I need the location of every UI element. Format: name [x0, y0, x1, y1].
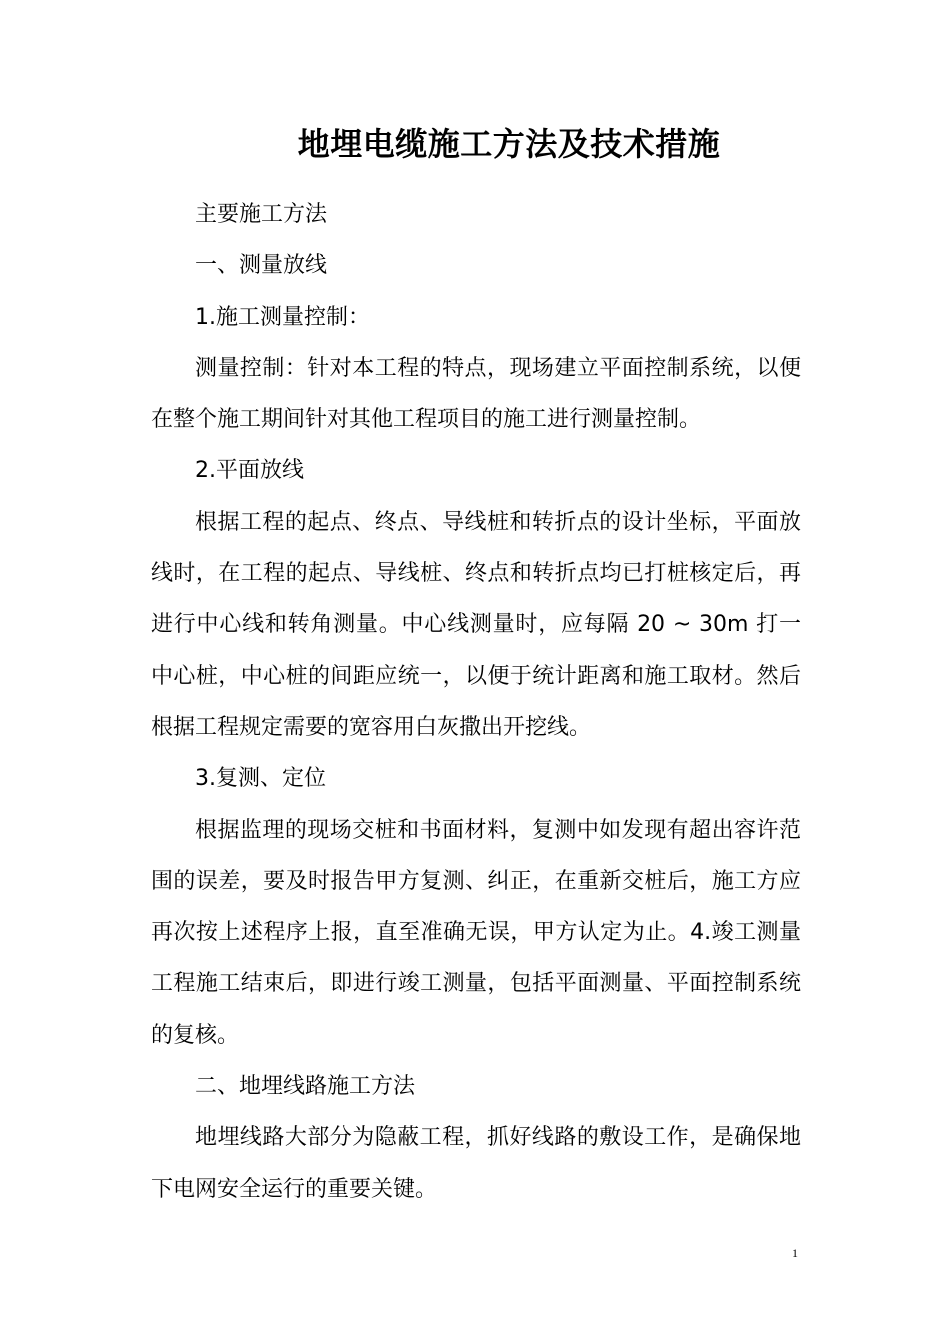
section-heading-main-methods: 主要施工方法 — [195, 202, 328, 227]
section-heading-survey: 一、测量放线 — [195, 253, 328, 279]
page-number: 1 — [792, 1246, 798, 1260]
paragraph-plane-layout: 根据工程的起点、终点、导线桩和转折点的设计坐标，平面放线时，在工程的起点、导线桩、终点和转折点均已打桩核定后，再进行中心线和转角测量。中心线测量时，应每隔 20 ~ 30m 打一中心桩，中心桩的间距应统一，以便于统计距离和施工取材。然后根据工程规定需要的宽容用白灰撒出开挖线。 — [151, 509, 801, 740]
paragraph-buried-line: 地埋线路大部分为隐蔽工程，抓好线路的敷设工作，是确保地下电网安全运行的重要关键。 — [151, 1125, 801, 1202]
paragraph-survey-control: 测量控制：针对本工程的特点，现场建立平面控制系统，以便在整个施工期间针对其他工程项目的施工进行测量控制。 — [151, 355, 801, 433]
subheading-survey-control: 1.施工测量控制： — [195, 304, 370, 330]
subheading-recheck: 3.复测、定位 — [195, 766, 326, 792]
document-title: 地埋电缆施工方法及技术措施 — [297, 125, 721, 163]
section-heading-buried-line: 二、地埋线路施工方法 — [195, 1074, 416, 1100]
paragraph-recheck: 根据监理的现场交桩和书面材料，复测中如发现有超出容许范围的误差，要及时报告甲方复测、纠正，在重新交桩后，施工方应再次按上述程序上报，直至准确无误，甲方认定为止。4.竣工测量工程施工结束后，即进行竣工测量，包括平面测量、平面控制系统的复核。 — [151, 817, 801, 1048]
subheading-plane-layout: 2.平面放线 — [195, 458, 304, 484]
document-body — [151, 189, 801, 1215]
